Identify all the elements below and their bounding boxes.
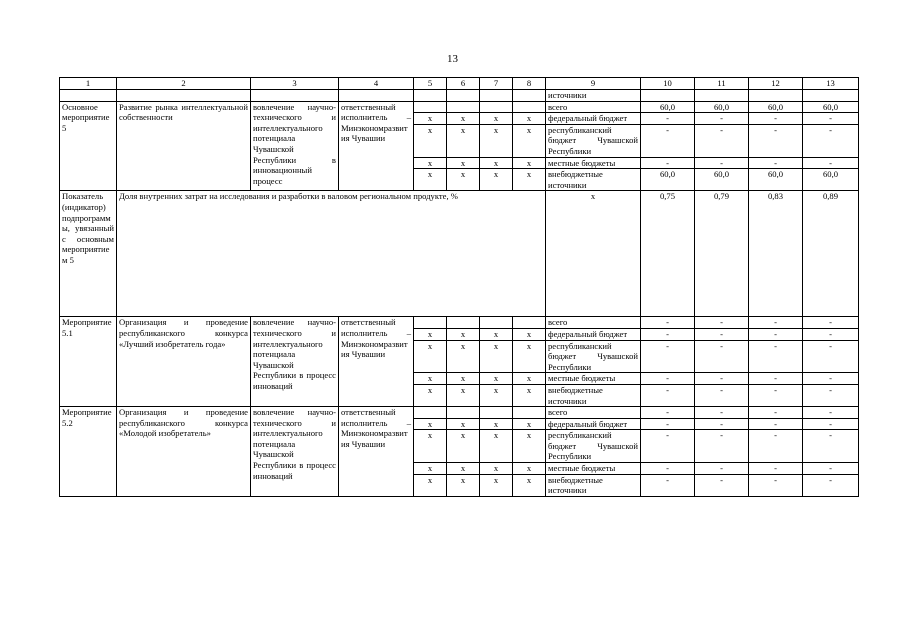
col-header: 2	[117, 78, 251, 90]
header-row	[60, 78, 859, 90]
source-cell: федеральный бюджет	[546, 113, 641, 125]
table-row: x x x x местные бюджеты - - - -	[60, 463, 859, 475]
program-table	[59, 77, 859, 497]
source-cell: местные бюджеты	[546, 157, 641, 169]
item-label: Основное мероприятие 5	[60, 101, 117, 191]
table-row: x x x x внебюджетные источники - - - -	[60, 474, 859, 496]
table-row: x x x x республиканский бюджет Чувашской Республики - - - -	[60, 430, 859, 463]
col-header: 8	[513, 78, 546, 90]
item-name: Организация и проведение республиканского конкурса «Молодой изобретатель»	[117, 407, 251, 497]
indicator-text: Доля внутренних затрат на исследования и разработки в валовом региональном продукте, %	[117, 191, 546, 317]
source-cell: всего	[546, 101, 641, 113]
col-header: 1	[60, 78, 117, 90]
col-header: 5	[414, 78, 447, 90]
table-row: x x x x федеральный бюджет - - - -	[60, 418, 859, 430]
item-goal: вовлечение научно-технического и интеллектуального потенциала Чувашской Республики в процесс инноваций	[251, 317, 339, 407]
item-name: Организация и проведение республиканского конкурса «Лучший изобретатель года»	[117, 317, 251, 407]
table-row: x x x x внебюджетные источники - - - -	[60, 384, 859, 406]
item-name: Развитие рынка интеллектуальной собственности	[117, 101, 251, 191]
source-cell: внебюджетные источники	[546, 384, 641, 406]
col-header: 10	[641, 78, 695, 90]
source-cell: республиканский бюджет Чувашской Республики	[546, 124, 641, 157]
col-header: 7	[480, 78, 513, 90]
item-executor: ответственный исполнитель – Минэкономразвития Чувашии	[339, 101, 414, 191]
source-cell: местные бюджеты	[546, 463, 641, 475]
source-cell: внебюджетные источники	[546, 169, 641, 191]
item-label: Мероприятие 5.1	[60, 317, 117, 407]
source-cell: республиканский бюджет Чувашской Республики	[546, 340, 641, 373]
indicator-row: Показатель (индикатор) подпрограммы, увязанный с основным мероприятием 5 Доля внутренних затрат на исследования и разработки в валовом региональном продукте, % x 0,75 0,79 0,83 0,89	[60, 191, 859, 317]
source-cell: источники	[546, 90, 641, 102]
source-cell: федеральный бюджет	[546, 418, 641, 430]
col-header: 6	[447, 78, 480, 90]
table-row: x x x x местные бюджеты - - - -	[60, 373, 859, 385]
table-row: x x x x федеральный бюджет - - - -	[60, 328, 859, 340]
item-goal: вовлечение научно-технического и интеллектуального потенциала Чувашской Республики в инновационный процесс	[251, 101, 339, 191]
source-cell: всего	[546, 317, 641, 329]
table-row: x x x x федеральный бюджет - - - -	[60, 113, 859, 125]
table-row: x x x x внебюджетные источники 60,0 60,0 60,0 60,0	[60, 169, 859, 191]
col-header: 11	[695, 78, 749, 90]
table-row: Мероприятие 5.1 Организация и проведение республиканского конкурса «Лучший изобретатель года» вовлечение научно-технического и интеллектуального потенциала Чувашской Республики в процесс инноваций ответственный исполнитель – Минэкономразвития Чувашии всего - - - -	[60, 317, 859, 329]
table-row: Основное мероприятие 5 Развитие рынка интеллектуальной собственности вовлечение научно-технического и интеллектуального потенциала Чувашской Республики в инновационный процесс ответственный исполнитель – Минэкономразвития Чувашии всего 60,0 60,0 60,0 60,0	[60, 101, 859, 113]
col-header: 13	[803, 78, 859, 90]
col-header: 4	[339, 78, 414, 90]
col-header: 12	[749, 78, 803, 90]
table-row: x x x x республиканский бюджет Чувашской Республики - - - -	[60, 340, 859, 373]
table-row: Мероприятие 5.2 Организация и проведение республиканского конкурса «Молодой изобретатель» вовлечение научно-технического и интеллектуального потенциала Чувашской Республики в процесс инноваций ответственный исполнитель – Минэкономразвития Чувашии всего - - - -	[60, 407, 859, 419]
item-executor: ответственный исполнитель – Минэкономразвития Чувашии	[339, 317, 414, 407]
source-cell: всего	[546, 407, 641, 419]
table-row: x x x x республиканский бюджет Чувашской Республики - - - -	[60, 124, 859, 157]
page-number: 13	[447, 53, 458, 65]
item-executor: ответственный исполнитель – Минэкономразвития Чувашии	[339, 407, 414, 497]
source-cell: внебюджетные источники	[546, 474, 641, 496]
continuation-row	[60, 90, 859, 102]
col-header: 9	[546, 78, 641, 90]
indicator-label: Показатель (индикатор) подпрограммы, увязанный с основным мероприятием 5	[60, 191, 117, 317]
col-header: 3	[251, 78, 339, 90]
source-cell: федеральный бюджет	[546, 328, 641, 340]
item-label: Мероприятие 5.2	[60, 407, 117, 497]
item-goal: вовлечение научно-технического и интеллектуального потенциала Чувашской Республики в процесс инноваций	[251, 407, 339, 497]
source-cell: республиканский бюджет Чувашской Республики	[546, 430, 641, 463]
table-row: x x x x местные бюджеты - - - -	[60, 157, 859, 169]
source-cell: местные бюджеты	[546, 373, 641, 385]
